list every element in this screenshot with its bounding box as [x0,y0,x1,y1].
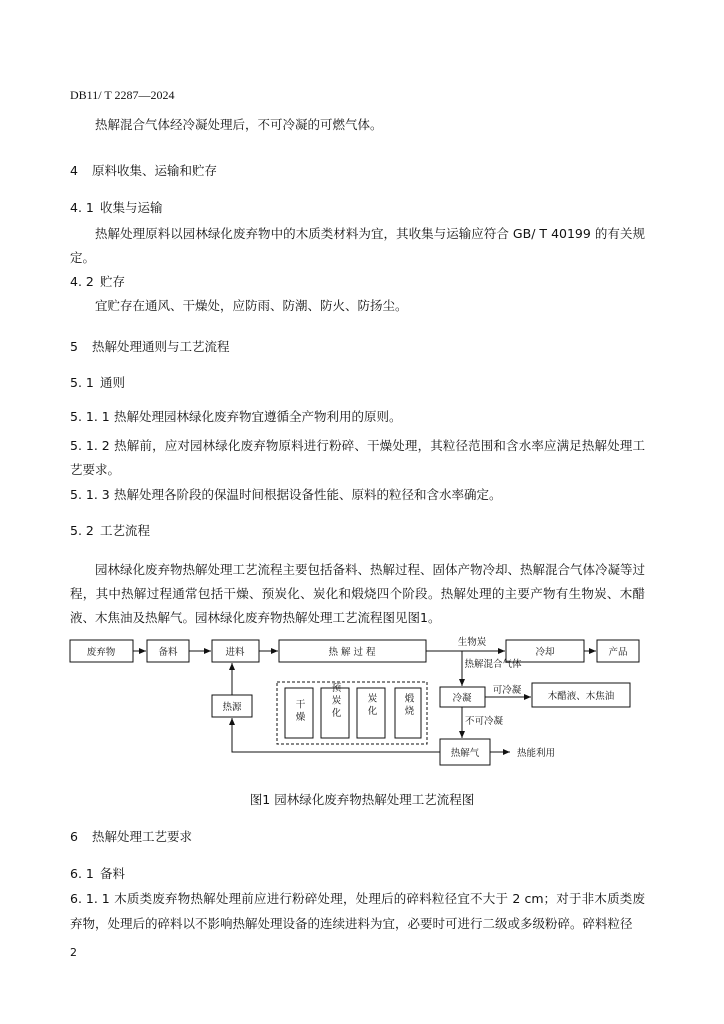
label-stage-dry: 干 燥 [293,698,305,722]
section-5-heading: 5 热解处理通则与工艺流程 [70,339,230,354]
section-4-heading: 4 原料收集、运输和贮存 [70,163,218,178]
label-cooling: 冷却 [535,647,555,658]
label-energy-use: 热能利用 [516,748,556,759]
section-4-2-heading: 4. 2 贮存 [70,274,126,289]
label-product: 产品 [608,647,628,658]
section-5-1-1: 5. 1. 1 热解处理园林绿化废弃物宜遵循全产物利用的原则。 [70,409,402,424]
label-stage-calcine: 煅 烧 [402,692,414,716]
label-mixed-gas: 热解混合气体 [464,659,522,670]
section-5-1-3: 5. 1. 3 热解处理各阶段的保温时间根据设备性能、原料的粒径和含水率确定。 [70,487,502,502]
section-5-1-heading: 5. 1 通则 [70,375,126,390]
section-5-2-heading: 5. 2 工艺流程 [70,523,151,538]
standard-number-header: DB11/ T 2287—2024 [70,88,175,102]
label-liquid-products: 木醋液、木焦油 [547,691,615,702]
section-5-2-text: 园林绿化废弃物热解处理工艺流程主要包括备料、热解过程、固体产物冷却、热解混合气体冷凝等过程，其中热解过程通常包括干燥、预炭化、炭化和煅烧四个阶段。热解处理的主要产物有生物炭、木醋液、木焦油及热解气。园林绿化废弃物热解处理工艺流程图见图1。 [70,562,646,625]
section-6-1-1: 6. 1. 1 木质类废弃物热解处理前应进行粉碎处理，处理后的碎料粒径宜不大于 2 cm；对于非木质类废弃物，处理后的碎料以不影响热解处理设备的连续进料为宜，必要时可进行二级或多级粉碎。碎料粒径 [70,891,645,931]
label-feed: 进料 [225,647,245,658]
label-pyro-gas: 热解气 [450,748,480,759]
label-prep: 备料 [158,647,178,658]
label-stage-precarbon: 预 炭 化 [329,682,341,718]
section-4-1-heading: 4. 1 收集与运输 [70,200,163,215]
section-4-2-text: 宜贮存在通风、干燥处，应防雨、防潮、防火、防扬尘。 [95,298,408,313]
section-6-heading: 6 热解处理工艺要求 [70,829,193,844]
process-flowchart [0,625,724,785]
label-stage-carbon: 炭 化 [365,692,377,716]
section-4-1-text: 热解处理原料以园林绿化废弃物中的木质类材料为宜，其收集与运输应符合 GB/ T 40199 的有关规定。 [70,226,645,265]
label-condensable: 可冷凝 [492,685,522,696]
definition-text: 热解混合气体经冷凝处理后，不可冷凝的可燃气体。 [95,117,383,132]
label-heat-source: 热源 [222,702,242,713]
label-waste: 废弃物 [86,647,116,658]
section-6-1-heading: 6. 1 备料 [70,866,126,881]
label-biochar: 生物炭 [457,637,487,648]
page-number: 2 [70,946,77,959]
label-condense: 冷凝 [452,693,472,704]
label-non-condensable: 不可冷凝 [464,716,504,727]
section-5-1-2: 5. 1. 2 热解前，应对园林绿化废弃物原料进行粉碎、干燥处理，其粒径范围和含水率应满足热解处理工艺要求。 [70,438,645,477]
label-pyrolysis: 热 解 过 程 [328,647,376,658]
figure-caption: 图1 园林绿化废弃物热解处理工艺流程图 [249,792,475,807]
